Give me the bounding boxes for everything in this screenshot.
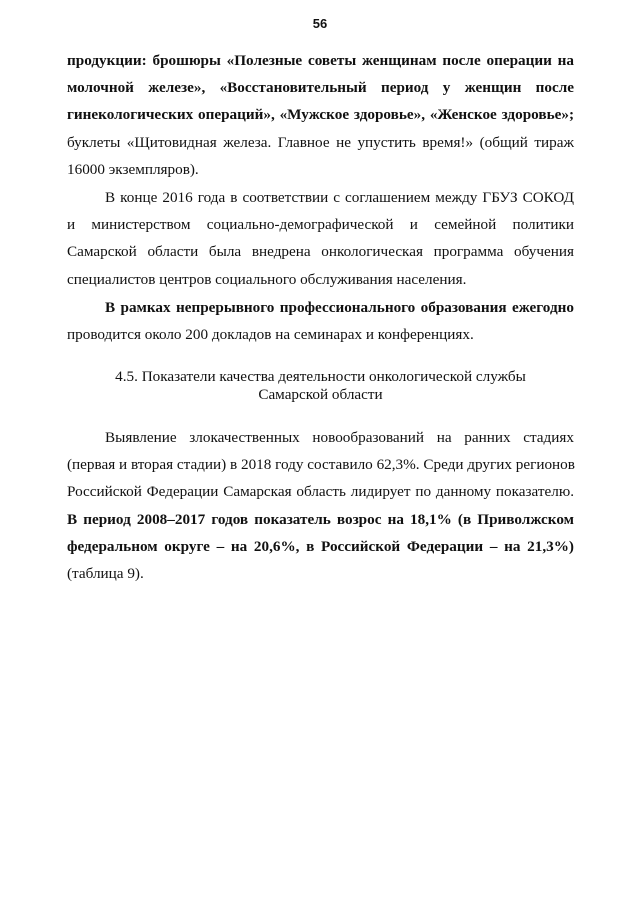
- section-heading-line: 4.5. Показатели качества деятельности онкологической службы: [115, 368, 526, 386]
- text-line: В рамках непрерывного профессионального образования ежегодно: [105, 298, 574, 316]
- paragraph-training-program: [67, 184, 574, 293]
- text-line: Самарской области была внедрена онкологическая программа обучения: [67, 243, 574, 261]
- text-line: В период 2008–2017 годов показатель возрос на 18,1% (в Приволжском: [67, 510, 574, 528]
- section-heading: [67, 368, 574, 404]
- text-line: специалистов центров социального обслуживания населения.: [67, 270, 467, 288]
- text-line: буклеты «Щитовидная железа. Главное не упустить время!» (общий тираж: [67, 133, 574, 151]
- document-body: [67, 47, 574, 587]
- text-line: проводится около 200 докладов на семинарах и конференциях.: [67, 325, 474, 343]
- section-heading-line: Самарской области: [258, 386, 383, 404]
- text-line: (таблица 9).: [67, 565, 144, 582]
- text-line: В конце 2016 года в соответствии с соглашением между ГБУЗ СОКОД: [105, 188, 574, 206]
- text-line: 16000 экземпляров).: [67, 160, 199, 178]
- paragraph-continuous-education: [67, 294, 574, 348]
- text-line: федеральном округе – на 20,6%, в Российской Федерации – на 21,3%): [67, 537, 574, 555]
- text-line: и министерством социально-демографической и семейной политики: [67, 216, 574, 234]
- text-line: гинекологических операций», «Мужское здоровье», «Женское здоровье»;: [67, 106, 574, 124]
- page-number: 56: [312, 16, 328, 31]
- text-line: Российской Федерации Самарская область лидирует по данному показателю.: [67, 483, 574, 501]
- paragraph-early-detection: [67, 424, 574, 587]
- text-line: продукции: брошюры «Полезные советы женщинам после операции на: [67, 52, 574, 69]
- text-line: Выявление злокачественных новообразований на ранних стадиях: [105, 429, 574, 447]
- text-line: молочной железе», «Восстановительный период у женщин после: [67, 79, 574, 97]
- paragraph-brochures: [67, 47, 574, 183]
- text-line: (первая и вторая стадии) в 2018 году составило 62,3%. Среди других регионов: [67, 456, 575, 474]
